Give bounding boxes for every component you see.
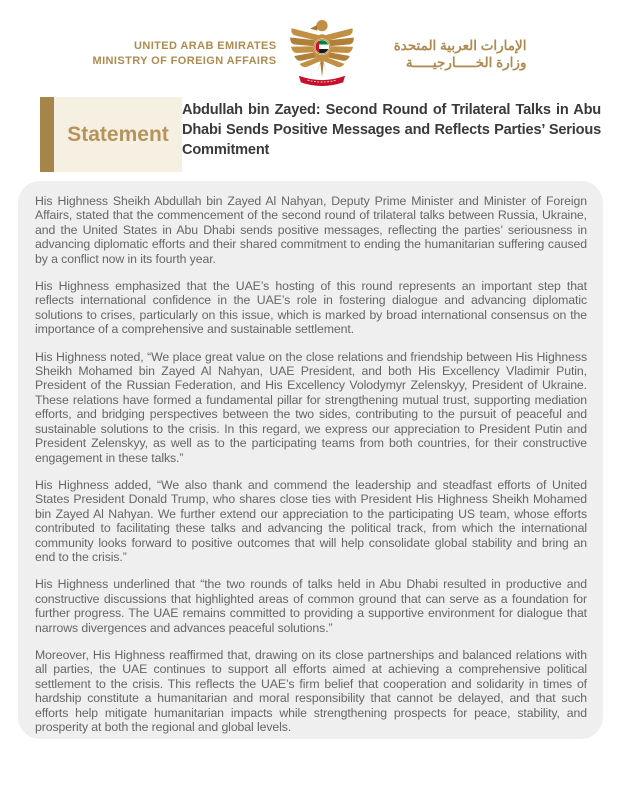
uae-coat-of-arms-icon	[289, 16, 355, 92]
paragraph-2: His Highness emphasized that the UAE’s hosting of this round represents an important step that reflects international confidence in the UAE’s role in fostering dialogue and advancing diplomatic solutions to crises, particularly on this issue, which is marked by broad international consensus on the importance of a comprehensive and sustainable settlement.	[35, 279, 587, 337]
ministry-en-line1: UNITED ARAB EMIRATES	[134, 40, 277, 52]
ministry-en-line2: MINISTRY OF FOREIGN AFFAIRS	[92, 55, 277, 67]
statement-body-card	[18, 181, 603, 739]
statement-header	[40, 97, 601, 172]
paragraph-3: His Highness noted, “We place great value on the close relations and friendship between His Highness Sheikh Mohamed bin Zayed Al Nahyan, UAE President, and both His Excellency Vladimir Putin, President of the Russian Federation, and His Excellency Volodymyr Zelenskyy, President of Ukraine. These relations have formed a fundamental pillar for strengthening mutual trust, supporting mediation efforts, and bridging perspectives between the two sides, contributing to the pursuit of peaceful and sustainable solutions to the crisis. In this regard, we express our appreciation to President Putin and President Zelenskyy, as well as to the participating teams from both countries, for their constructive engagement in these talks.”	[35, 349, 587, 465]
page-title: Abdullah bin Zayed: Second Round of Trilateral Talks in Abu Dhabi Sends Positive Messages and Reflects Parties’ Serious Commitment	[182, 102, 601, 158]
paragraph-4: His Highness added, “We also thank and commend the leadership and steadfast efforts of United States President Donald Trump, who shares close ties with President His Highness Sheikh Mohamed bin Zayed Al Nahyan. We further extend our appreciation to the participating US team, whose efforts contributed to facilitating these talks and advancing the political track, from which the international community looks forward to positive outcomes that will help consolidate global stability and bring an end to the crisis.”	[35, 477, 587, 564]
statement-label-box	[54, 97, 182, 172]
ministry-ar-line1: الإمارات العربية المتحدة	[393, 37, 527, 53]
paragraph-5: His Highness underlined that “the two rounds of talks held in Abu Dhabi resulted in productive and constructive discussions that highlighted areas of common ground that can serve as a foundation for further progress. The UAE remains committed to providing a supportive environment for dialogue that narrows divergences and advances peaceful solutions.”	[35, 577, 587, 635]
paragraph-6: Moreover, His Highness reaffirmed that, drawing on its close partnerships and balanced relations with all parties, the UAE continues to support all efforts aimed at achieving a comprehensive political settlement to the crisis. This reflects the UAE’s firm belief that cooperation and solidarity in times of hardship constitute a humanitarian and moral responsibility that cannot be delayed, and that such efforts help mitigate humanitarian impacts while strengthening prospects for peace, stability, and prosperity at both the regional and global levels.	[35, 647, 587, 734]
ministry-ar-line2: وزارة الخـــــارجيـــــة	[405, 55, 527, 70]
ministry-name-arabic	[368, 37, 526, 72]
masthead	[0, 0, 619, 93]
statement-label-bar	[40, 97, 54, 172]
ministry-name-english	[93, 39, 277, 69]
paragraph-1: His Highness Sheikh Abdullah bin Zayed Al Nahyan, Deputy Prime Minister and Minister of Foreign Affairs, stated that the commencement of the second round of trilateral talks between Russia, Ukraine, and the United States in Abu Dhabi sends positive messages, reflecting the parties’ seriousness in advancing diplomatic efforts and their shared commitment to ending the humanitarian suffering caused by a conflict now in its fourth year.	[35, 194, 587, 266]
statement-label: Statement	[67, 122, 169, 146]
